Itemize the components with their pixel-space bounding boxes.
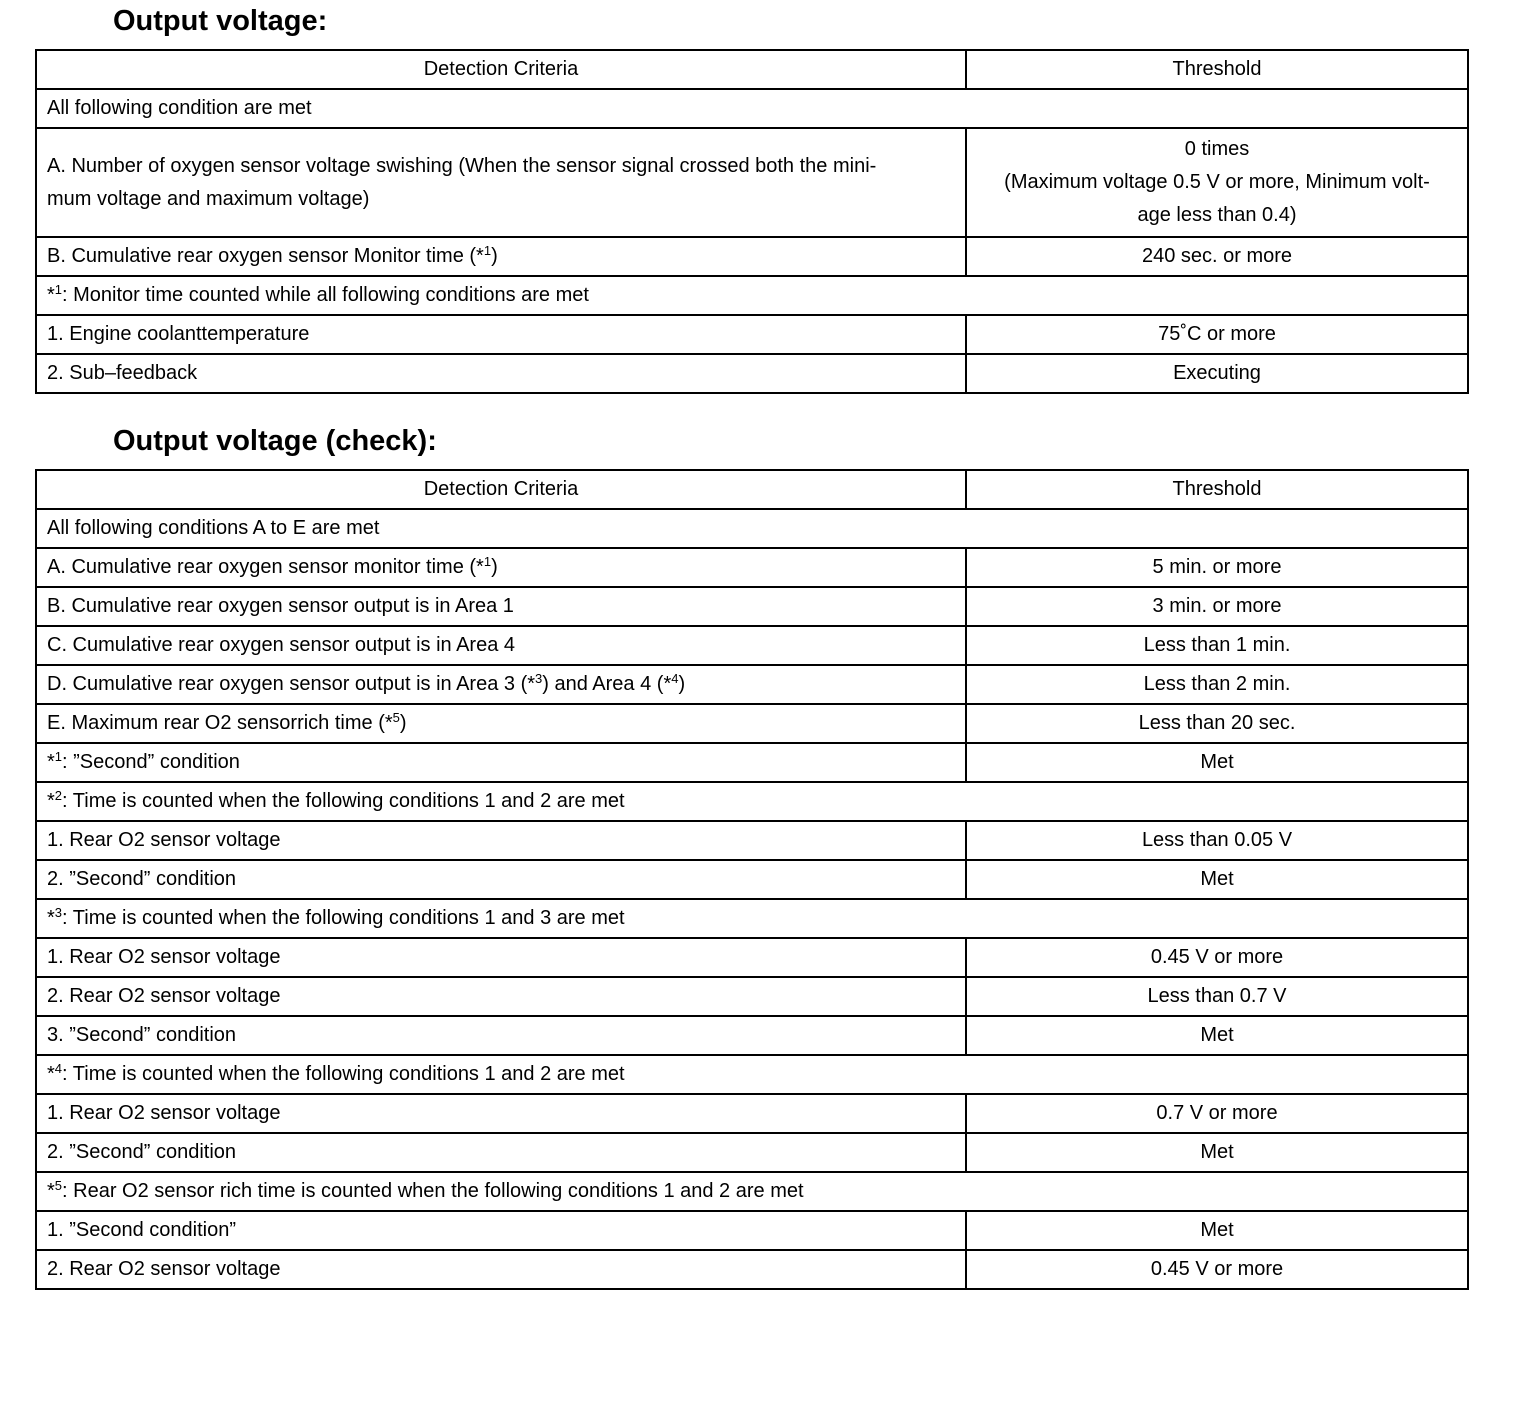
footnote-number: 3 [54,905,63,920]
threshold-cell: Met [966,1211,1468,1250]
condition-group-label: All following condition are met [36,89,1468,128]
table-row [36,665,1468,704]
footnote-row [36,899,1468,938]
table-row [36,237,1468,276]
threshold-cell: 0.45 V or more [966,938,1468,977]
footnote-ref: 1 [483,243,492,258]
criteria-cell [36,237,966,276]
table-header-row [36,50,1468,89]
footnote-marker: * [47,751,55,773]
condition-group-label: All following conditions A to E are met [36,509,1468,548]
table-row [36,354,1468,393]
table-row [36,782,1468,821]
table-row [36,821,1468,860]
footnote-number: 5 [54,1178,63,1193]
threshold-cell: Less than 0.05 V [966,821,1468,860]
table-row [36,938,1468,977]
criteria-cell [36,128,966,237]
footnote-text: : Monitor time counted while all following conditions are met [62,284,589,306]
header-threshold: Threshold [966,50,1468,89]
table-row [36,548,1468,587]
criteria-text: E. Maximum rear O2 sensorrich time (* [47,712,393,734]
threshold-cell: 0.7 V or more [966,1094,1468,1133]
criteria-cell: B. Cumulative rear oxygen sensor output is in Area 1 [36,587,966,626]
footnote-ref: 1 [483,554,492,569]
table-row [36,860,1468,899]
criteria-cell [36,743,966,782]
criteria-cell: 2. ”Second” condition [36,860,966,899]
threshold-cell: 3 min. or more [966,587,1468,626]
threshold-cell: Less than 1 min. [966,626,1468,665]
threshold-cell: Met [966,860,1468,899]
threshold-line: (Maximum voltage 0.5 V or more, Minimum volt- [1004,171,1430,193]
footnote-number: 4 [54,1061,63,1076]
table-row [36,587,1468,626]
threshold-cell [966,128,1468,237]
table-row [36,89,1468,128]
criteria-cell [36,665,966,704]
table-row [36,1133,1468,1172]
footnote-number: 1 [54,749,63,764]
threshold-cell: Less than 2 min. [966,665,1468,704]
criteria-text: D. Cumulative rear oxygen sensor output is in Area 3 (* [47,673,536,695]
footnote-text: : Rear O2 sensor rich time is counted when the following conditions 1 and 2 are met [62,1180,804,1202]
table-row [36,1055,1468,1094]
criteria-text: : ”Second” condition [62,751,240,773]
footnote-marker: * [47,907,55,929]
threshold-cell: Met [966,1016,1468,1055]
header-detection-criteria: Detection Criteria [36,470,966,509]
criteria-cell: 1. Rear O2 sensor voltage [36,938,966,977]
criteria-text-end: ) [491,556,498,578]
footnote-marker: * [47,1180,55,1202]
threshold-cell: 5 min. or more [966,548,1468,587]
table-row [36,509,1468,548]
table-row [36,899,1468,938]
criteria-line: mum voltage and maximum voltage) [47,187,370,210]
criteria-cell: 2. ”Second” condition [36,1133,966,1172]
criteria-cell: 1. Rear O2 sensor voltage [36,1094,966,1133]
criteria-text-end: ) [678,673,686,695]
criteria-text: B. Cumulative rear oxygen sensor Monitor time (* [47,245,484,267]
footnote-ref: 3 [535,671,543,686]
threshold-cell: Met [966,743,1468,782]
table-row [36,1094,1468,1133]
table-header-row [36,470,1468,509]
header-threshold: Threshold [966,470,1468,509]
output-voltage-check-table [35,469,1469,1290]
table-row [36,128,1468,237]
criteria-cell: C. Cumulative rear oxygen sensor output is in Area 4 [36,626,966,665]
table-row [36,276,1468,315]
threshold-cell: Less than 0.7 V [966,977,1468,1016]
criteria-cell: 1. Rear O2 sensor voltage [36,821,966,860]
footnote-row [36,782,1468,821]
criteria-cell [36,548,966,587]
table-row [36,743,1468,782]
section-title-output-voltage: Output voltage: [113,5,328,37]
output-voltage-table [35,49,1469,394]
threshold-cell: 0.45 V or more [966,1250,1468,1289]
criteria-cell: 1. ”Second condition” [36,1211,966,1250]
threshold-cell: Less than 20 sec. [966,704,1468,743]
footnote-row [36,276,1468,315]
criteria-text-end: ) [399,712,407,734]
criteria-cell: 2. Rear O2 sensor voltage [36,1250,966,1289]
footnote-ref: 5 [392,710,400,725]
section-title-output-voltage-check: Output voltage (check): [113,425,437,457]
table-row [36,1211,1468,1250]
table-row [36,704,1468,743]
table-row [36,626,1468,665]
footnote-row [36,1172,1468,1211]
footnote-text: : Time is counted when the following conditions 1 and 3 are met [62,907,625,929]
criteria-cell: 2. Sub–feedback [36,354,966,393]
threshold-cell: Executing [966,354,1468,393]
threshold-cell: 240 sec. or more [966,237,1468,276]
threshold-line: age less than 0.4) [1137,204,1297,226]
criteria-text-mid: ) and Area 4 (* [542,673,672,695]
footnote-marker: * [47,1063,55,1085]
footnote-ref: 4 [671,671,679,686]
header-detection-criteria: Detection Criteria [36,50,966,89]
footnote-row [36,1055,1468,1094]
table-row [36,315,1468,354]
footnote-number: 1 [54,282,63,297]
criteria-cell: 2. Rear O2 sensor voltage [36,977,966,1016]
footnote-text: : Time is counted when the following conditions 1 and 2 are met [62,790,625,812]
criteria-cell [36,704,966,743]
footnote-text: : Time is counted when the following conditions 1 and 2 are met [62,1063,625,1085]
table-row [36,1250,1468,1289]
table-row [36,977,1468,1016]
footnote-number: 2 [54,788,63,803]
table-row [36,1172,1468,1211]
footnote-marker: * [47,284,55,306]
criteria-line: A. Number of oxygen sensor voltage swishing (When the sensor signal crossed both the mini- [47,154,877,177]
criteria-text-end: ) [491,245,498,267]
criteria-cell: 3. ”Second” condition [36,1016,966,1055]
threshold-cell: Met [966,1133,1468,1172]
table-row [36,1016,1468,1055]
criteria-cell: 1. Engine coolanttemperature [36,315,966,354]
criteria-text: A. Cumulative rear oxygen sensor monitor time (* [47,556,484,578]
footnote-marker: * [47,790,55,812]
threshold-cell: 75˚C or more [966,315,1468,354]
threshold-line: 0 times [1184,138,1250,160]
